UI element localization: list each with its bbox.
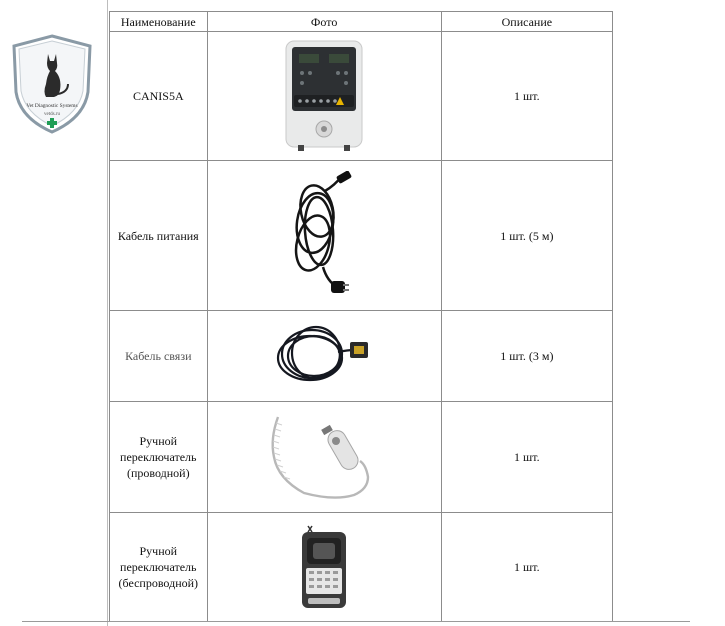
row-description: 1 шт. (3 м): [441, 311, 612, 402]
row-description: 1 шт. (5 м): [441, 161, 612, 311]
header-description: Описание: [441, 12, 612, 32]
row-name: Ручной переключатель (беспроводной): [110, 513, 208, 622]
device-photo-icon: [282, 37, 366, 155]
row-description: 1 шт.: [441, 513, 612, 622]
row-photo: [207, 32, 441, 161]
wired-switch-photo-icon: [264, 409, 384, 505]
table-row: [110, 311, 613, 402]
row-description: 1 шт.: [441, 32, 612, 161]
row-name: Кабель связи: [110, 311, 208, 402]
left-divider-line: [107, 0, 108, 626]
row-name: Кабель питания: [110, 161, 208, 311]
row-photo: [207, 402, 441, 513]
row-photo: [207, 311, 441, 402]
logo-company-text: Vet Diagnostic Systems: [26, 103, 78, 109]
row-name: Ручной переключатель (проводной): [110, 402, 208, 513]
header-photo: Фото: [207, 12, 441, 32]
table-header-row: [110, 12, 613, 32]
header-name: Наименование: [110, 12, 208, 32]
logo-site-text: vetds.ru: [44, 112, 60, 117]
table-row: [110, 161, 613, 311]
row-photo: [207, 161, 441, 311]
company-logo: [10, 34, 94, 134]
power-cable-photo-icon: [279, 171, 369, 301]
row-photo: [207, 513, 441, 622]
row-name: CANIS5A: [110, 32, 208, 161]
table-row: [110, 513, 613, 622]
bottom-divider-line: [22, 621, 690, 622]
equipment-table: [109, 11, 613, 622]
table-row: [110, 402, 613, 513]
wireless-remote-photo-icon: [294, 520, 354, 614]
data-cable-photo-icon: [274, 320, 374, 392]
table-row: [110, 32, 613, 161]
row-description: 1 шт.: [441, 402, 612, 513]
